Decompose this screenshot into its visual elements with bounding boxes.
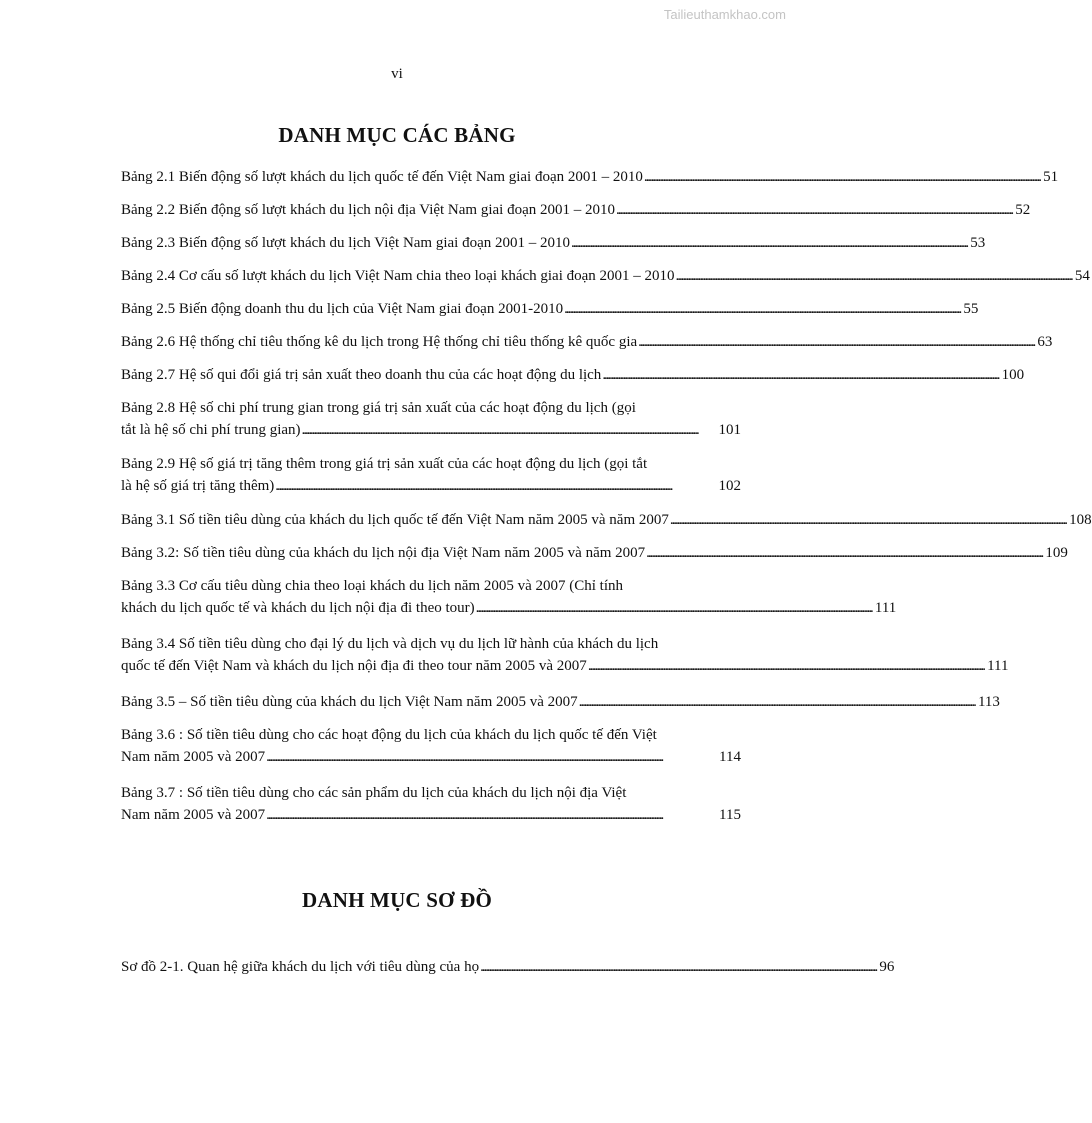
toc-entry-line (121, 691, 1000, 713)
toc-entry[interactable] (121, 542, 1068, 564)
toc-entry-line (121, 298, 979, 320)
toc-entry[interactable] (121, 364, 1025, 386)
toc-entry-page: 100 (1001, 367, 1025, 383)
watermark: Tailieuthamkhao.com (663, 7, 786, 22)
toc-entry-line (121, 509, 1092, 531)
toc-entry-page: 102 (718, 478, 741, 494)
dot-leader (265, 746, 716, 768)
toc-entry-page: 115 (719, 807, 741, 823)
dot-leader (637, 331, 1034, 353)
diagrams-heading: DANH MỤC SƠ ĐỒ (301, 888, 493, 912)
toc-entry[interactable] (121, 691, 1000, 713)
toc-entry-page: 111 (874, 600, 897, 616)
tables-heading: DANH MỤC CÁC BẢNG (278, 123, 516, 147)
dot-leader (643, 166, 1040, 188)
toc-entry-title-line: Bảng 3.3 Cơ cấu tiêu dùng chia theo loại khách du lịch năm 2005 và 2007 (Chỉ tính (121, 578, 624, 594)
toc-entry-title: tắt là hệ số chi phí trung gian) (121, 422, 301, 438)
toc-entry-line (121, 364, 1025, 386)
toc-entry[interactable] (121, 232, 986, 254)
toc-entry-title: Bảng 2.7 Hệ số qui đổi giá trị sản xuất theo doanh thu của các hoạt động du lịch (121, 367, 602, 383)
toc-entry-title-line: Bảng 2.8 Hệ số chi phí trung gian trong giá trị sản xuất của các hoạt động du lịch (gọi (121, 400, 636, 416)
toc-entry[interactable] (121, 166, 1059, 188)
toc-entry-line (121, 804, 741, 826)
toc-entry-title-line: Bảng 3.6 : Số tiền tiêu dùng cho các hoạt động du lịch của khách du lịch quốc tế đến Việt (121, 727, 657, 743)
toc-entry[interactable] (121, 453, 741, 497)
toc-entry-line (121, 597, 897, 619)
toc-entry-page: 108 (1069, 512, 1092, 528)
toc-entry-line (121, 166, 1059, 188)
toc-entry-page: 113 (977, 694, 1000, 710)
dot-leader (479, 956, 876, 978)
dot-leader (570, 232, 967, 254)
toc-entry-title: Bảng 2.5 Biến động doanh thu du lịch của Việt Nam giai đoạn 2001-2010 (121, 301, 564, 317)
dot-leader (265, 804, 716, 826)
toc-entry[interactable] (121, 331, 1053, 353)
toc-entry-page: 54 (1074, 268, 1090, 284)
dot-leader (587, 655, 984, 677)
toc-entry[interactable] (121, 724, 741, 768)
toc-entry-line (121, 655, 1009, 677)
toc-entry-line (121, 956, 895, 978)
dot-leader (601, 364, 998, 386)
dot-leader (615, 199, 1012, 221)
toc-entry-title: Sơ đồ 2-1. Quan hệ giữa khách du lịch với tiêu dùng của họ (121, 959, 480, 975)
dot-leader (675, 265, 1072, 287)
toc-entry-title: Nam năm 2005 và 2007 (121, 749, 266, 765)
dot-leader (274, 475, 715, 497)
toc-entry-page: 96 (879, 959, 895, 975)
toc-entry[interactable] (121, 575, 897, 619)
toc-entry-page: 111 (987, 658, 1009, 674)
toc-entry-title: Nam năm 2005 và 2007 (121, 807, 266, 823)
toc-entry[interactable] (121, 298, 979, 320)
toc-entry-title-line: Bảng 2.9 Hệ số giá trị tăng thêm trong giá trị sản xuất của các hoạt động du lịch (gọi tắt (121, 456, 648, 472)
toc-entry-title-line: Bảng 3.4 Số tiền tiêu dùng cho đại lý du lịch và dịch vụ du lịch lữ hành của khách du lịch (121, 636, 659, 652)
toc-entry-page: 63 (1037, 334, 1053, 350)
toc-entry-title: Bảng 2.1 Biến động số lượt khách du lịch quốc tế đến Việt Nam giai đoạn 2001 – 2010 (121, 169, 643, 185)
toc-entry-title: Bảng 3.2: Số tiền tiêu dùng của khách du lịch nội địa Việt Nam năm 2005 và năm 2007 (121, 545, 646, 561)
dot-leader (578, 691, 975, 713)
toc-entry-page: 51 (1043, 169, 1059, 185)
dot-leader (669, 509, 1066, 531)
toc-entry-page: 52 (1015, 202, 1031, 218)
toc-entry[interactable] (121, 782, 741, 826)
toc-entry-title: quốc tế đến Việt Nam và khách du lịch nội địa đi theo tour năm 2005 và 2007 (121, 658, 587, 674)
toc-entry-title-line: Bảng 3.7 : Số tiền tiêu dùng cho các sản phẩm du lịch của khách du lịch nội địa Việt (121, 785, 627, 801)
toc-entry-line (121, 265, 1090, 287)
toc-entry[interactable] (121, 956, 895, 978)
dot-leader (301, 419, 716, 441)
toc-entry-page: 101 (718, 422, 741, 438)
toc-entry-line (121, 475, 741, 497)
toc-entry-page: 53 (970, 235, 986, 251)
toc-entry-title: Bảng 3.1 Số tiền tiêu dùng của khách du lịch quốc tế đến Việt Nam năm 2005 và năm 2007 (121, 512, 669, 528)
toc-entry[interactable] (121, 199, 1031, 221)
toc-entry-line (121, 419, 741, 441)
toc-entry-title: Bảng 3.5 – Số tiền tiêu dùng của khách du lịch Việt Nam năm 2005 và 2007 (121, 694, 578, 710)
toc-entry-line (121, 232, 986, 254)
page-number: vi (391, 66, 403, 82)
toc-entry-title: Bảng 2.3 Biến động số lượt khách du lịch Việt Nam giai đoạn 2001 – 2010 (121, 235, 570, 251)
toc-entry-title: Bảng 2.6 Hệ thống chỉ tiêu thống kê du lịch trong Hệ thống chỉ tiêu thống kê quốc gia (121, 334, 638, 350)
toc-entry-title: Bảng 2.2 Biến động số lượt khách du lịch nội địa Việt Nam giai đoạn 2001 – 2010 (121, 202, 615, 218)
toc-entry-line (121, 199, 1031, 221)
dot-leader (645, 542, 1042, 564)
toc-entry-line (121, 542, 1068, 564)
toc-entry-title: Bảng 2.4 Cơ cấu số lượt khách du lịch Việt Nam chia theo loại khách giai đoạn 2001 – 2010 (121, 268, 675, 284)
toc-entry[interactable] (121, 397, 741, 441)
toc-entry-title: là hệ số giá trị tăng thêm) (121, 478, 275, 494)
toc-entry-line (121, 331, 1053, 353)
toc-entry-page: 109 (1045, 545, 1068, 561)
toc-entry-page: 55 (963, 301, 979, 317)
toc-entry[interactable] (121, 509, 1092, 531)
dot-leader (475, 597, 872, 619)
dot-leader (563, 298, 960, 320)
toc-entry[interactable] (121, 265, 1090, 287)
toc-entry-page: 114 (719, 749, 741, 765)
toc-entry-line (121, 746, 741, 768)
toc-entry[interactable] (121, 633, 1009, 677)
toc-entry-title: khách du lịch quốc tế và khách du lịch nội địa đi theo tour) (121, 600, 475, 616)
